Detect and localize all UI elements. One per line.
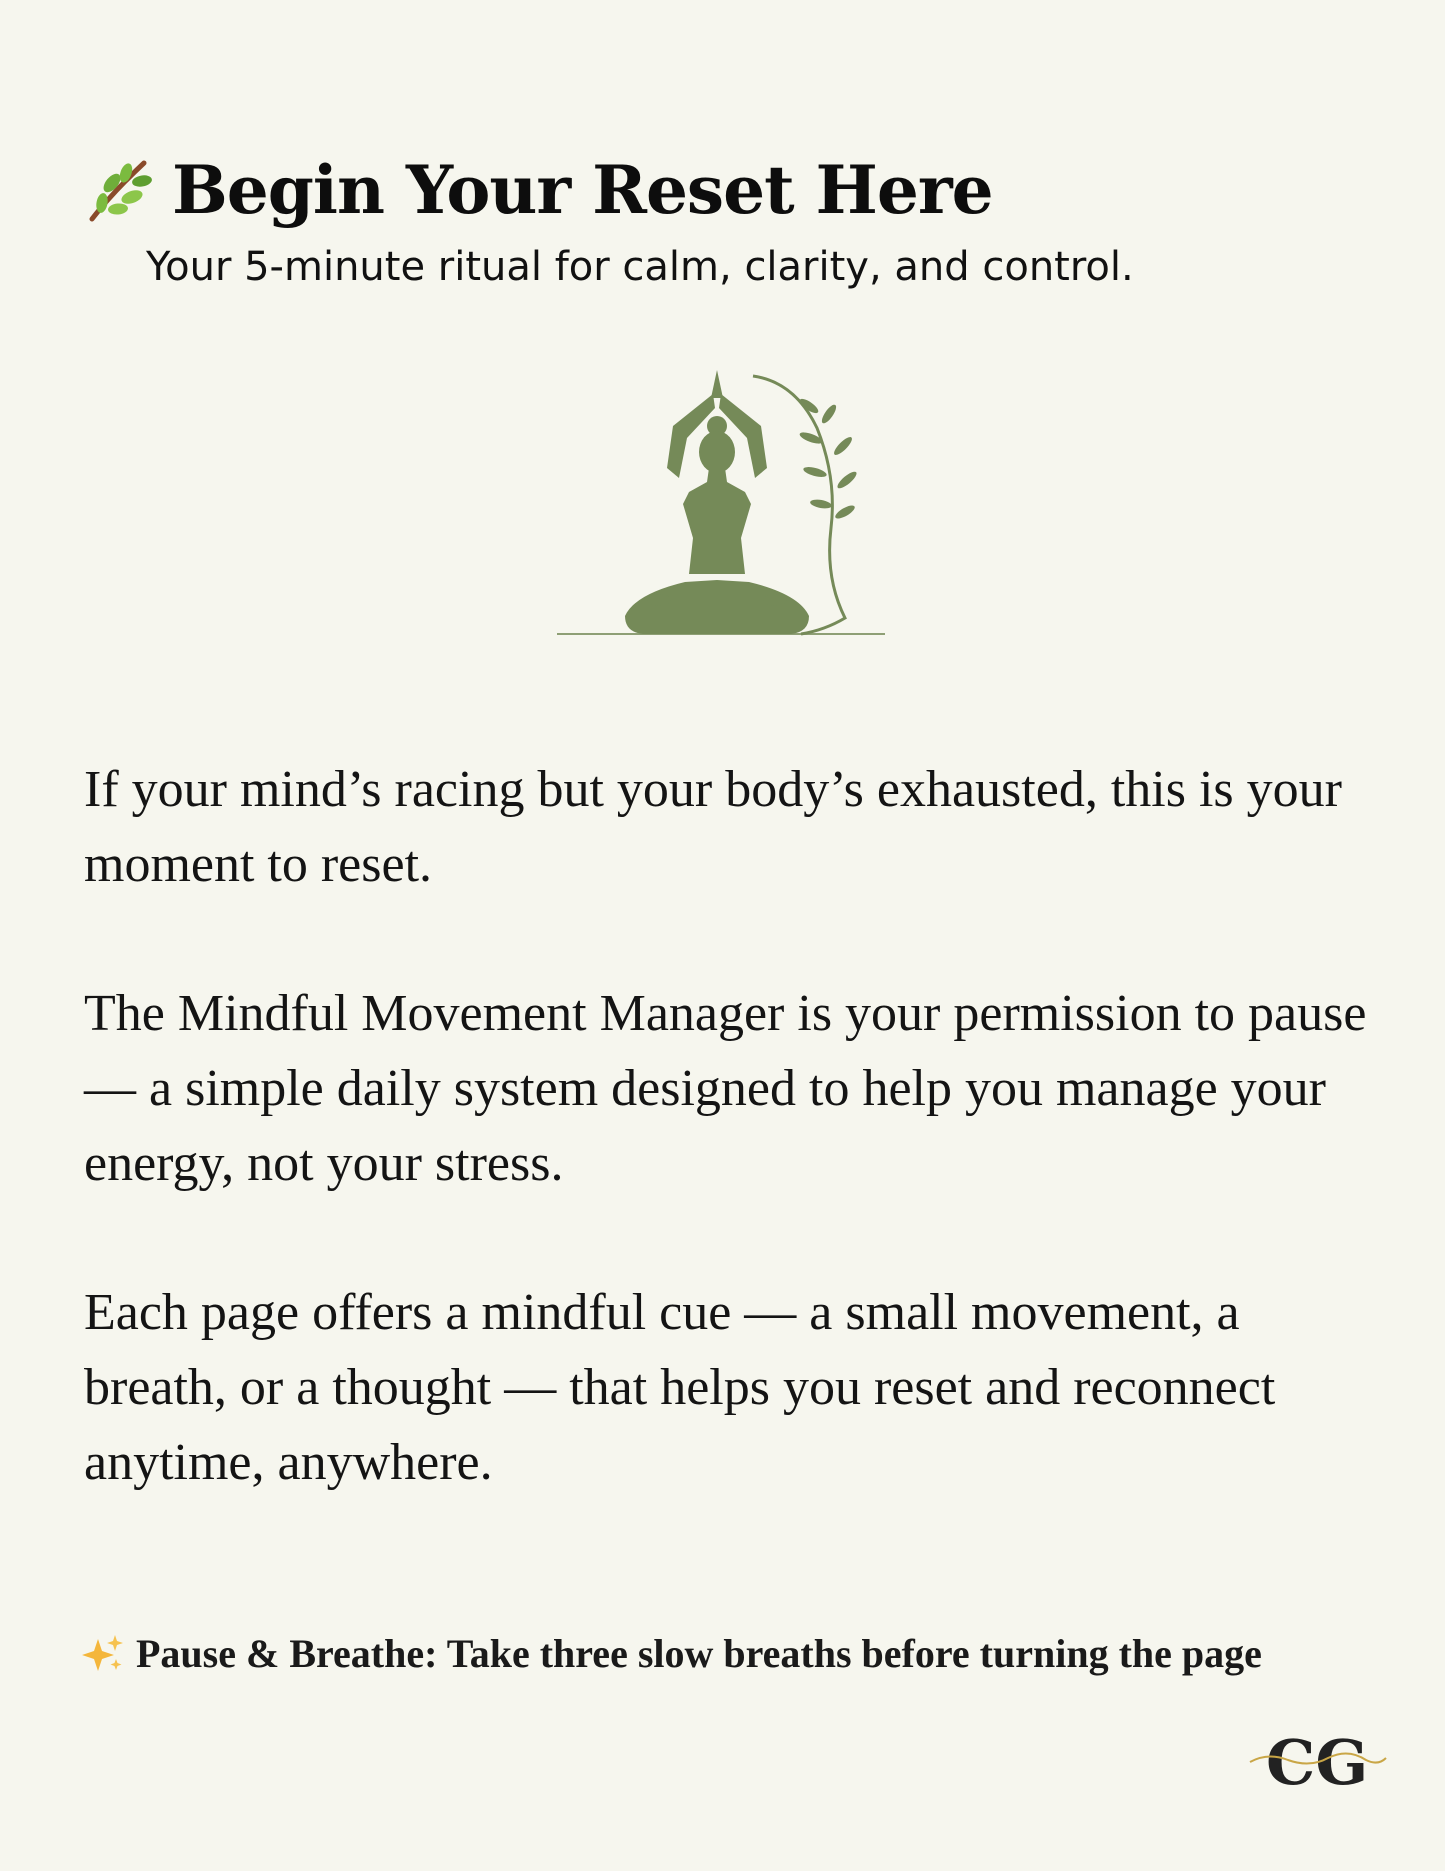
tip-text: Pause & Breathe: Take three slow breaths before turning the page [136,1631,1262,1676]
page-title: Begin Your Reset Here [172,151,993,229]
paragraph-intro: If your mind’s racing but your body’s exhausted, this is your moment to reset. [84,761,1342,893]
page-subtitle: Your 5-minute ritual for calm, clarity, and control. [146,244,1134,290]
logo-monogram: CG [1266,1726,1369,1798]
title-row [82,145,1382,235]
paragraph-description: The Mindful Movement Manager is your permission to pause — a simple daily system designed to help you manage your energy, not your stress. [84,985,1367,1192]
paragraph-cue: Each page offers a mindful cue — a small movement, a breath, or a thought — that helps you reset and reconnect anytime, anywhere. [84,1284,1276,1491]
leafy-branch-icon [82,153,156,227]
sparkles-icon [82,1633,124,1675]
pause-breathe-tip [82,1630,1382,1677]
cg-monogram-logo [1248,1718,1388,1798]
page-header [82,145,1382,291]
body-text [84,752,1374,1574]
meditating-figure-with-plant-illustration [555,368,895,640]
